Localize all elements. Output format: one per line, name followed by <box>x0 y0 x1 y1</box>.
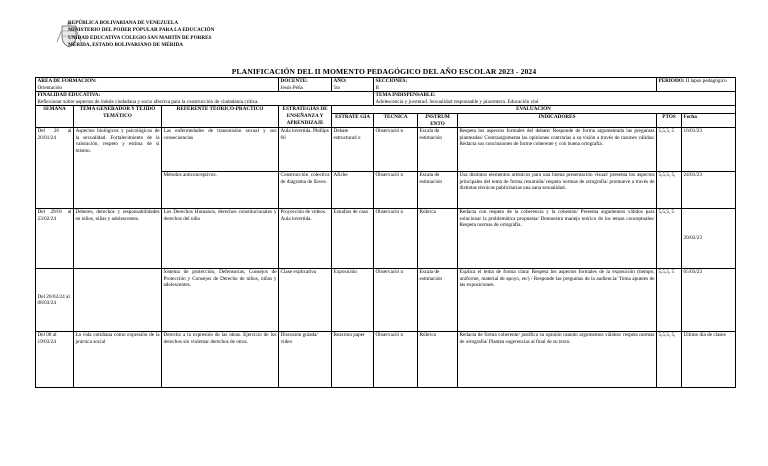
indicadores-cell: Usa distintos elementos artísticos para una buena presentación visual/ presenta los aspectos principales del tema de forma resumida/ respeta normas de ortografía/ promueve a través de distintas técnicas publicitarias una sana sexualidad. <box>458 172 657 209</box>
tecnica-cell: Observació n <box>374 332 418 388</box>
estrategia-cell: Afiche <box>332 172 374 209</box>
institution-line-1: REPÚBLICA BOLIVARIANA DE VENEZUELA <box>68 20 179 26</box>
info-row-2 <box>36 92 736 106</box>
estrategias-cell: Discusión guiada/ video <box>279 332 332 388</box>
tema-indispensable-value: Adolescencia y juventud. Sexualidad responsable y placentera. Educación vial <box>375 98 539 105</box>
institution-lines <box>68 20 214 50</box>
finalidad-value: Reflexionar sobre aspectos de índole ciudadana y socio afectiva para la construcción de ciudadanía crítica. <box>37 98 259 105</box>
col-header-referente: REFERENTE TEÓRICO-PRÁCTICO <box>162 106 279 128</box>
tema-cell: La vida cotidiana como expresión de la práctica social <box>74 332 162 388</box>
col-header-indicadores: INDICADORES <box>458 113 657 127</box>
table-row <box>36 209 736 269</box>
fecha-cell: 16/01/23 <box>682 128 736 172</box>
info-row-1 <box>36 78 736 92</box>
ptos-cell: 5,5,5, 5, <box>657 172 682 209</box>
secciones-label: SECCIONES: <box>375 78 408 84</box>
estrategia-cell: Reaction paper <box>332 332 374 388</box>
tecnica-cell: Observació n <box>374 209 418 269</box>
col-header-tema-generador: TEMA GENERADOR Y TEJIDO TEMÁTICO <box>74 106 162 128</box>
referente-cell: Derecho a la expresión de las ideas. Ejercicio de los derechos sin violentar derechos de otros. <box>162 332 279 388</box>
col-header-tecnica: TÉCNICA <box>374 113 418 127</box>
semana-cell: Del 26/02/24 al 08/03/24 <box>36 269 74 332</box>
estrategias-cell: Clase explicativa <box>279 269 332 332</box>
indicadores-cell: Respeta los aspectos formales del debate/ Responde de forma argumentada las preguntas planteadas/ Contraargumenta las opiniones contrarias a su visión a través de razones válidas/ Redacta sus conclusiones de forme coherente y con buena ortografía. <box>458 128 657 172</box>
tema-cell <box>74 269 162 332</box>
estrategia-cell: Estudios de caso <box>332 209 374 269</box>
semana-cell: Del 29/01 al 23/02/24 <box>36 209 74 269</box>
periodo-label: PERÍODO: <box>658 78 685 84</box>
referente-cell: Los Derechos Humanos, derechos constitucionales y derechos del niño <box>162 209 279 269</box>
tema-cell: Deberes, derechos y responsabilidades en niños, niñas y adolescentes. <box>74 209 162 269</box>
ptos-cell: 5,5,5, 5 <box>657 269 682 332</box>
fecha-cell: Último día de clases <box>682 332 736 388</box>
docente-value: Jesús Peña <box>280 84 303 91</box>
docente-cell <box>279 78 332 92</box>
fecha-cell: 20/02/23 <box>682 209 736 269</box>
col-header-estrategia: ESTRATE GÍA <box>332 113 374 127</box>
institution-line-3: UNIDAD EDUCATIVA COLEGIO SAN MARTÍN DE PORRES <box>68 34 212 41</box>
ptos-cell: 5,5,5, 5 <box>657 128 682 172</box>
table-row <box>36 128 736 172</box>
col-header-evaluacion: EVALUACIÓN <box>332 106 736 114</box>
estrategia-cell: Exposición <box>332 269 374 332</box>
estrategias-cell: Construcción colectiva de diagrama de llaves. <box>279 172 332 209</box>
table-row <box>36 269 736 332</box>
area-value: Orientación <box>37 84 62 91</box>
instrumento-cell: Rúbrica <box>418 332 458 388</box>
referente-cell: Sistema de protección, Defensorías, Consejos de Protección y Consejos de Derecho de niños, niñas y adolescentes. <box>162 269 279 332</box>
tecnica-cell: Observació n <box>374 269 418 332</box>
indicadores-cell: Explica el tema de forma clara/ Respeta los aspectos formales de la exposición (tiempo, uniforme, material de apoyo, etc) / Responde las preguntas de la audiencia/ Toma apuntes de las exposiciones. <box>458 269 657 332</box>
tema-indispensable-label: TEMA INDISPENSABLE: <box>375 92 436 99</box>
tecnica-cell: Observació n <box>374 128 418 172</box>
indicadores-cell: Redacta de forma coherente/ justifica su opinión usando argumentos válidos/ respeta normas de ortografía/ Plantea sugerencias al final de su texto. <box>458 332 657 388</box>
instrumento-cell: Escala de estimación <box>418 128 458 172</box>
col-header-ptos: PTOS <box>657 113 682 127</box>
ptos-cell: 5,5,5, 5 <box>657 209 682 269</box>
col-header-estrategias: ESTRATEGIAS DE ENSEÑANZA Y APRENDIZAJE <box>279 106 332 128</box>
col-header-semana: SEMANA <box>36 106 74 128</box>
area-label: ÁREA DE FORMACIÓN: <box>37 78 97 84</box>
estrategias-cell: Proyección de videos. Aula invertida. <box>279 209 332 269</box>
page-title: PLANIFICACIÓN DEL II MOMENTO PEDAGÓGICO DEL AÑO ESCOLAR 2023 - 2024 <box>231 67 537 76</box>
anio-label: AÑO: <box>333 78 347 84</box>
institution-header <box>54 18 454 62</box>
tecnica-cell: Observació n <box>374 172 418 209</box>
semana-cell: Del 08 al 19/03/24 <box>36 332 74 388</box>
finalidad-label: FINALIDAD EDUCATIVA: <box>37 92 101 99</box>
periodo-cell <box>657 78 736 92</box>
estrategias-cell: Aula invertida. Phillips 66 <box>279 128 332 172</box>
semana-cell: Del 26 al 26/01/24 <box>36 128 74 209</box>
fecha-cell: 24/01/23 <box>682 172 736 209</box>
referente-cell: Métodos anticonceptivos. <box>162 172 279 209</box>
header-row-1 <box>36 106 736 114</box>
col-header-fecha: Fecha <box>682 113 736 127</box>
planning-table <box>35 77 736 388</box>
secciones-cell <box>374 78 657 92</box>
table-row <box>36 332 736 388</box>
secciones-value: B <box>375 84 379 91</box>
instrumento-cell: Escala de estimación <box>418 172 458 209</box>
instrumento-cell: Rúbrica <box>418 209 458 269</box>
institution-line-4: MÉRIDA, ESTADO BOLIVARIANO DE MÉRIDA <box>68 42 183 49</box>
institution-line-2: MINISTERIO DEL PODER POPULAR PARA LA EDUCACIÓN <box>68 27 215 34</box>
instrumento-cell: Escala de estimación <box>418 269 458 332</box>
tema-cell: Aspectos biológicos y psicológicos de la sexualidad. Fortalecimiento de la valoración, respeto y estima de sí mismo. <box>74 128 162 209</box>
periodo-value: II lapso pedagógico <box>685 78 727 84</box>
col-header-instrumento: INSTRUM ENTO <box>418 113 458 127</box>
finalidad-cell <box>36 92 374 106</box>
fecha-cell: 05/03/23 <box>682 269 736 332</box>
ptos-cell: 5,5,5, 5, <box>657 332 682 388</box>
anio-cell <box>332 78 374 92</box>
indicadores-cell: Redacta con respeto de la coherencia y la cohesión/ Presenta argumentos válidos para solucionar la problemática propuesta/ Demuestra manejo teórico de los temas conceptuales/ Respeta normas de ortografía. <box>458 209 657 269</box>
area-cell <box>36 78 279 92</box>
docente-label: DOCENTE: <box>280 78 308 84</box>
anio-value: 5to <box>333 84 341 91</box>
tema-indispensable-cell <box>374 92 736 106</box>
estrategia-cell: Debate estructurad o <box>332 128 374 172</box>
referente-cell: Las enfermedades de transmisión sexual y sus consecuencias <box>162 128 279 172</box>
